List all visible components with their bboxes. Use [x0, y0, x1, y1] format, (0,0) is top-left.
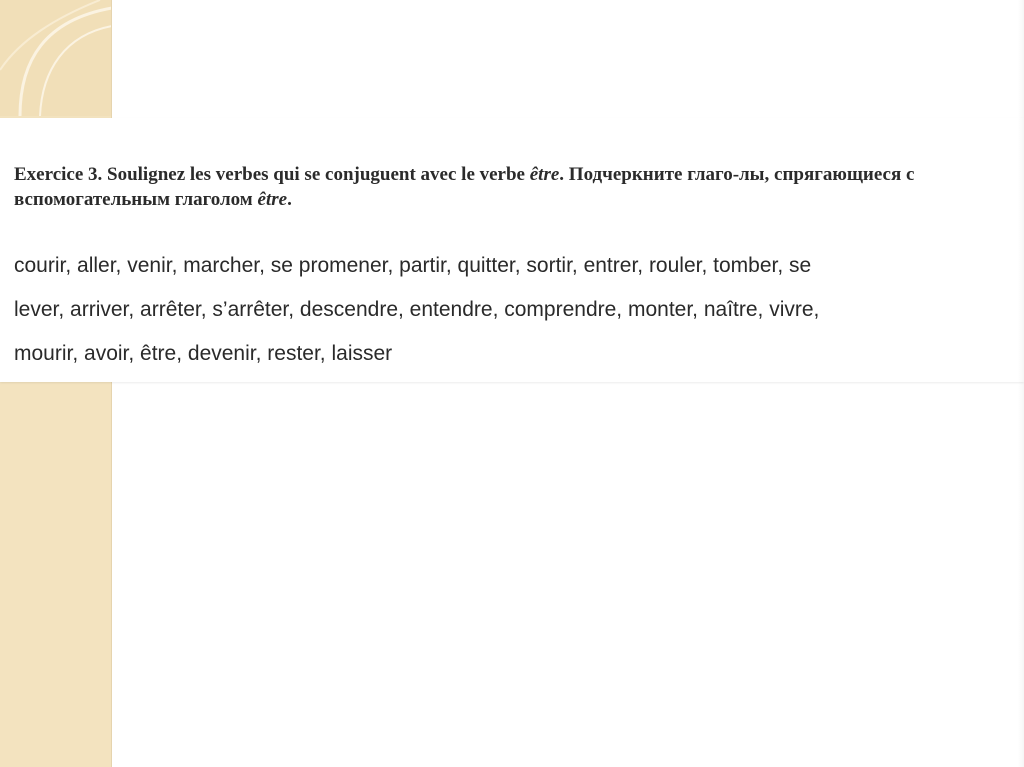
- exercise-panel: [0, 118, 1024, 382]
- title-verb-1: être: [529, 164, 560, 185]
- title-verb-2: être: [257, 189, 288, 210]
- verb-line-3: mourir, avoir, être, devenir, rester, laisser: [14, 342, 393, 365]
- corner-arc-graphic: [0, 0, 112, 116]
- verb-line-1: courir, aller, venir, marcher, se promener, partir, quitter, sortir, entrer, rouler, tomber, se: [14, 254, 812, 277]
- exercise-instruction: [14, 162, 974, 212]
- title-text-3: .: [287, 189, 292, 210]
- corner-ornament: [0, 0, 112, 116]
- right-edge-shadow: [1018, 0, 1024, 767]
- title-text-1: Exercice 3. Soulignez les verbes qui se conjuguent avec le verbe: [14, 164, 530, 185]
- verb-list: [14, 244, 1004, 376]
- band-edge: [111, 0, 112, 767]
- verb-line-2: lever, arriver, arrêter, s’arrêter, descendre, entendre, comprendre, monter, naître, vivre,: [14, 298, 820, 321]
- title-text-2: . Подчеркните глаго-лы, спрягающиеся с вспомогательным глаголом: [14, 164, 915, 210]
